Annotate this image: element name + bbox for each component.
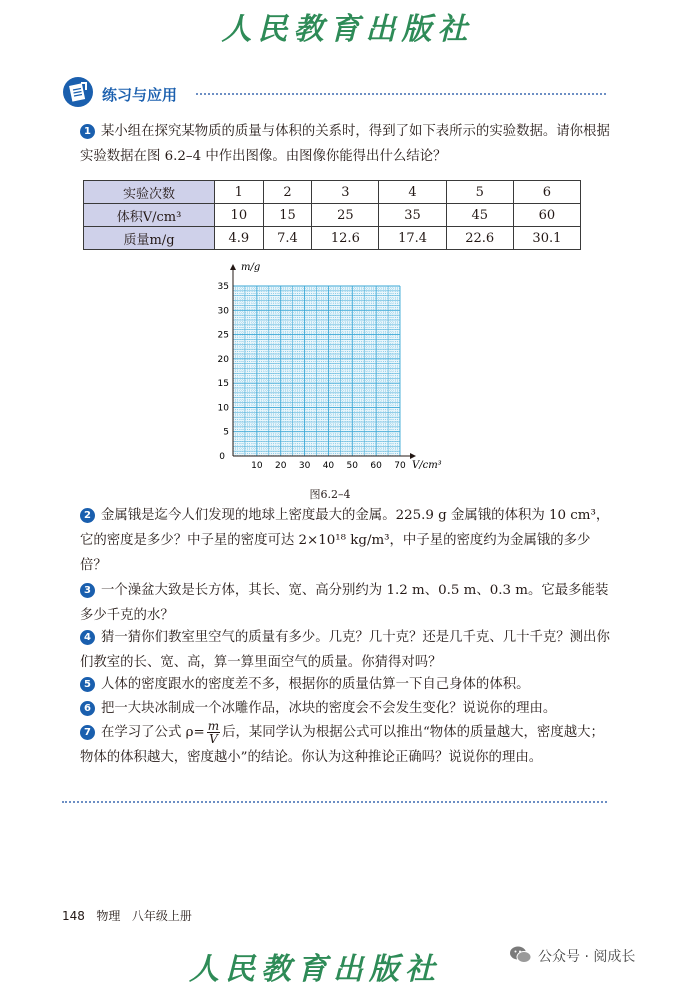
question-number: 3 [80,583,95,598]
question-5 [80,672,610,697]
table-cell: 25 [312,204,379,227]
x-axis-arrow [410,453,416,459]
x-tick-label: 20 [274,461,287,471]
x-tick-label: 10 [251,461,263,471]
table-cell: 6 [513,181,580,204]
question-text: 金属锇是迄今人们发现的地球上密度最大的金属。225.9 g 金属锇的体积为 10 cm³，它的密度是多少？中子星的密度可达 2×10¹⁸ kg/m³，中子星的密度约为金属锇的多少倍？ [80,508,610,573]
table-cell: 7.4 [263,227,312,250]
x-axis-label: V/cm³ [412,460,442,471]
table-cell: 1 [215,181,264,204]
page-footer [62,907,192,924]
wechat-icon [508,942,534,968]
data-table [83,180,581,250]
question-text: 后，某同学认为根据公式可以推出“物体的质量越大，密度越大；物体的体积越大，密度越小”的结论。你认为这种推论正确吗？说说你的理由。 [80,725,604,765]
question-7 [80,720,610,770]
question-2 [80,503,610,578]
publisher-footer: 人民教育出版社 [189,952,441,987]
question-text: 一个澡盆大致是长方体，其长、宽、高分别约为 1.2 m、0.5 m、0.3 m。它最多能装多少千克的水？ [80,583,609,623]
table-header-cell: 实验次数 [84,181,215,204]
question-text: 某小组在探究某物质的质量与体积的关系时，得到了如下表所示的实验数据。请你根据实验数据在图 6.2–4 中作出图像。由图像你能得出什么结论？ [80,124,610,164]
table-cell: 10 [215,204,264,227]
section-divider [196,93,606,95]
question-number: 4 [80,630,95,645]
page-number: 148 [62,909,85,923]
question-number: 1 [80,124,95,139]
watermark-text: 公众号 · 阅成长 [538,949,636,965]
section-title: 练习与应用 [102,86,178,104]
bottom-divider [62,801,607,803]
y-axis-label: m/g [241,262,261,273]
y-tick-label: 20 [217,354,229,365]
question-number: 6 [80,701,95,716]
exercise-clip-icon [62,76,94,108]
table-cell: 4 [379,181,446,204]
table-row [84,204,581,227]
table-cell: 2 [263,181,312,204]
figure-caption: 图6.2–4 [309,488,351,501]
fraction-numerator: m [207,719,220,733]
y-tick-label: 35 [217,282,229,292]
table-header-cell: 体积V/cm³ [84,204,215,227]
question-text: 把一大块冰制成一个冰雕作品，冰块的密度会不会发生变化？说说你的理由。 [101,701,557,716]
y-tick-label: 10 [217,403,229,414]
fraction-denominator: V [209,732,218,746]
x-tick-label: 30 [298,461,311,471]
question-number: 2 [80,508,95,523]
table-cell: 60 [513,204,580,227]
footer-grade: 八年级上册 [131,909,192,923]
y-tick-label: 25 [217,330,229,341]
formula-prefix: 在学习了公式 ρ= [101,725,205,740]
x-tick-label: 60 [370,461,382,471]
table-cell: 12.6 [312,227,379,250]
density-fraction [207,720,220,745]
table-cell: 45 [446,204,513,227]
origin-label: 0 [219,452,225,462]
graph-paper-chart [200,258,460,478]
table-cell: 30.1 [513,227,580,250]
table-cell: 15 [263,204,312,227]
question-text: 人体的密度跟水的密度差不多，根据你的质量估算一下自己身体的体积。 [101,677,530,692]
y-axis-arrow [230,264,236,270]
x-tick-label: 50 [346,461,359,471]
table-cell: 17.4 [379,227,446,250]
publisher-header: 人民教育出版社 [221,12,474,47]
question-3 [80,578,610,628]
question-1 [80,119,610,169]
table-row [84,181,581,204]
x-tick-label: 70 [394,461,406,471]
footer-subject: 物理 [96,909,121,923]
table-row [84,227,581,250]
y-tick-label: 30 [217,306,229,317]
y-tick-label: 5 [223,427,229,438]
table-cell: 22.6 [446,227,513,250]
question-number: 5 [80,677,95,692]
table-cell: 5 [446,181,513,204]
table-header-cell: 质量m/g [84,227,215,250]
y-tick-label: 15 [217,379,229,390]
table-cell: 4.9 [215,227,264,250]
question-6 [80,696,610,721]
table-cell: 35 [379,204,446,227]
question-text: 猜一猜你们教室里空气的质量有多少。几克？几十克？还是几千克、几十千克？测出你们教室的长、宽、高，算一算里面空气的质量。你猜得对吗？ [80,630,610,670]
x-tick-label: 40 [322,461,335,471]
question-number: 7 [80,725,95,740]
question-4 [80,625,610,675]
table-cell: 3 [312,181,379,204]
